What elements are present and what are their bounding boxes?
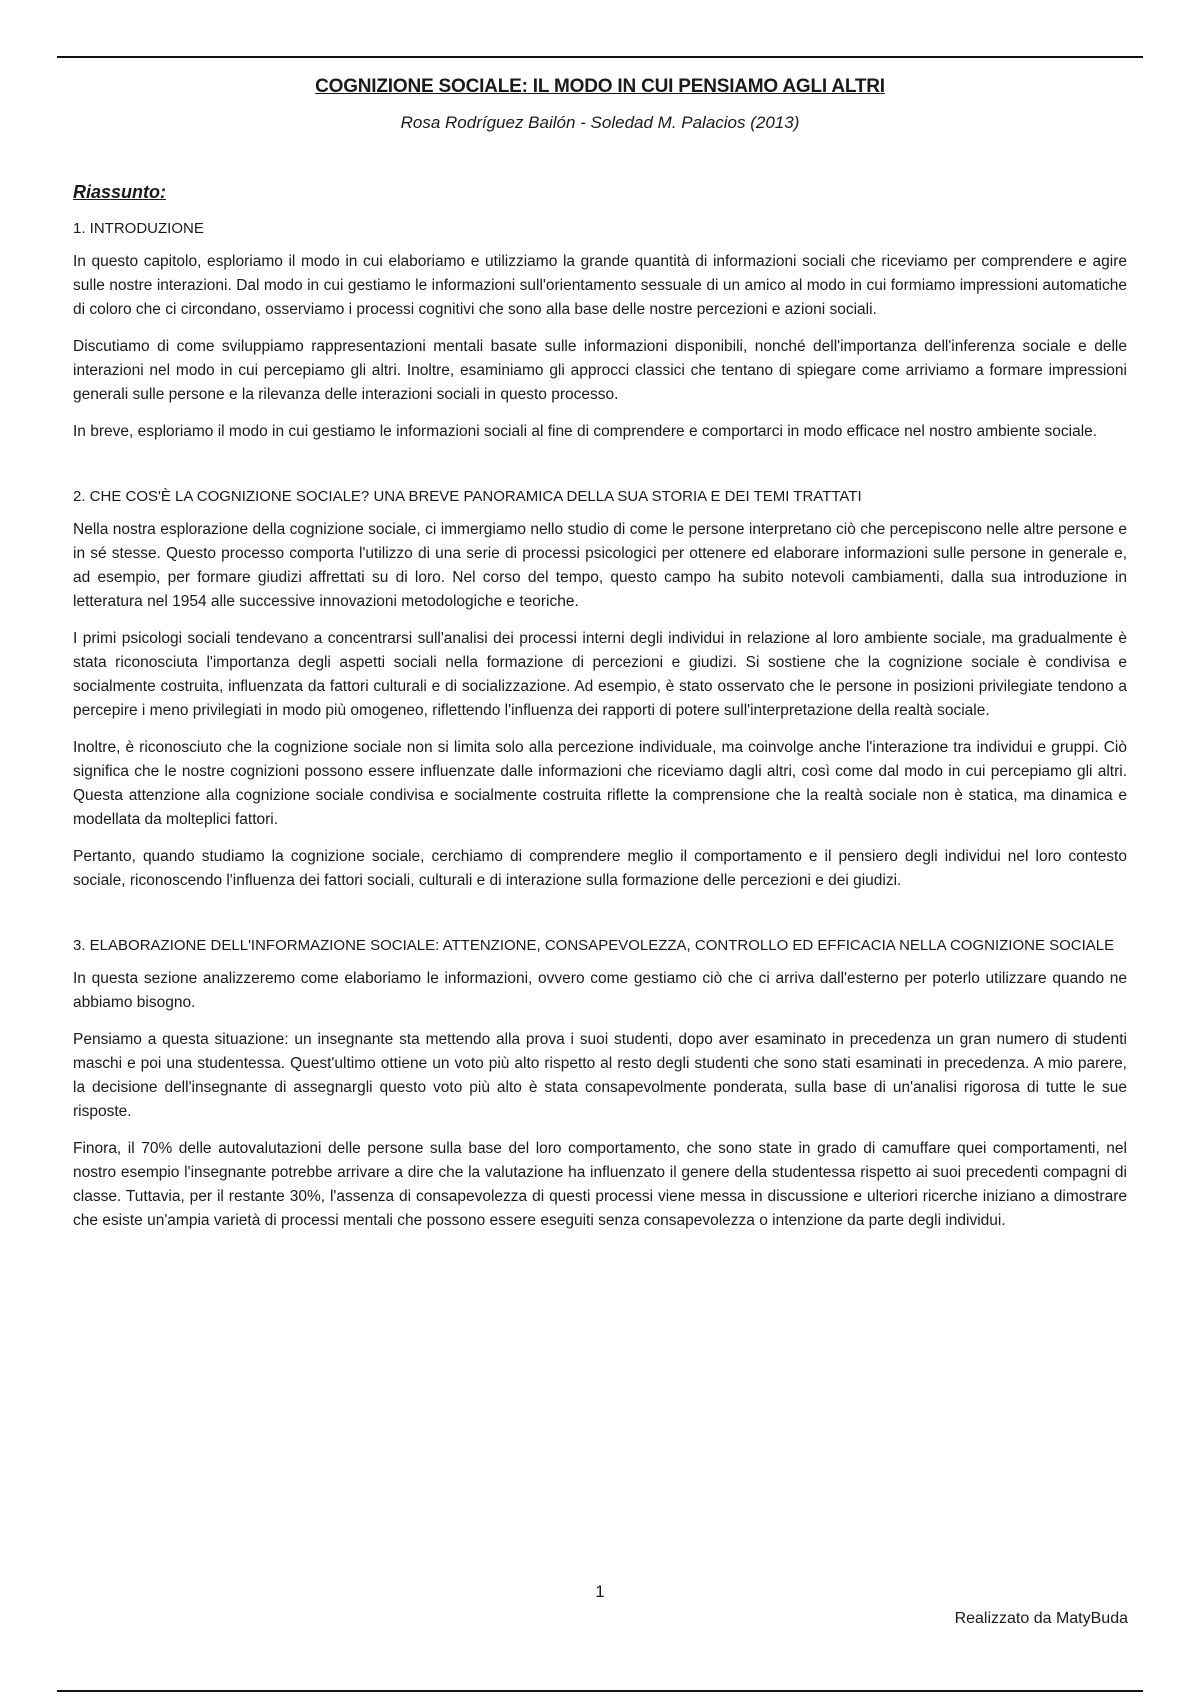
paragraph: Finora, il 70% delle autovalutazioni delle persone sulla base del loro comportamento, che sono state in grado di camuffare quei comportamenti, nel nostro esempio l'insegnante potrebbe arrivare a dire che la valutazione ha influenzato il genere della studentessa rispetto ai suoi precedenti compagni di classe. Tuttavia, per il restante 30%, l'assenza di consapevolezza di questi processi viene messa in discussione e ulteriori ricerche iniziano a dimostrare che esiste un'ampia varietà di processi mentali che possono essere eseguiti senza consapevolezza o intenzione da parte degli individui. [73, 1140, 1127, 1229]
section-heading: 2. CHE COS'È LA COGNIZIONE SOCIALE? UNA BREVE PANORAMICA DELLA SUA STORIA E DEI TEMI TRATTATI [73, 488, 862, 505]
section-cognizione-sociale [73, 488, 1127, 893]
footer-credit: Realizzato da MatyBuda [954, 1610, 1128, 1627]
section-heading: 1. INTRODUZIONE [73, 220, 204, 237]
document-title: COGNIZIONE SOCIALE: IL MODO IN CUI PENSIAMO AGLI ALTRI [315, 76, 885, 97]
paragraph: Inoltre, è riconosciuto che la cognizione sociale non si limita solo alla percezione individuale, ma coinvolge anche l'interazione tra individui e gruppi. Ciò significa che le nostre cognizioni possono essere influenzate dalle informazioni che riceviamo dagli altri, così come dal modo in cui percepiamo gli altri. Questa attenzione alla cognizione sociale condivisa e socialmente costruita riflette la comprensione che la realtà sociale non è statica, ma dinamica e modellata da molteplici fattori. [73, 739, 1127, 828]
bottom-rule [57, 1690, 1143, 1692]
section-elaborazione [73, 937, 1127, 1233]
paragraph: In questa sezione analizzeremo come elaboriamo le informazioni, ovvero come gestiamo ciò che ci arriva dall'esterno per poterlo utilizzare quando ne abbiamo bisogno. [73, 970, 1127, 1011]
paragraph: Pensiamo a questa situazione: un insegnante sta mettendo alla prova i suoi studenti, dopo aver esaminato in precedenza un gran numero di studenti maschi e poi una studentessa. Quest'ultimo ottiene un voto più alto rispetto al resto degli studenti che sono stati esaminati in precedenza. A mio parere, la decisione dell'insegnante di assegnargli questo voto più alto è stata consapevolmente ponderata, sulla base di un'analisi rigorosa di tutte le sue risposte. [73, 1031, 1127, 1120]
paragraph: In breve, esploriamo il modo in cui gestiamo le informazioni sociali al fine di comprendere e comportarci in modo efficace nel nostro ambiente sociale. [73, 423, 1098, 440]
paragraph: I primi psicologi sociali tendevano a concentrarsi sull'analisi dei processi interni degli individui in relazione al loro ambiente sociale, ma gradualmente è stata riconosciuta l'importanza degli aspetti sociali nella formazione di percezioni e giudizi. Si sostiene che la cognizione sociale è condivisa e socialmente costruita, influenzata da fattori culturali e di socializzazione. Ad esempio, è stato osservato che le persone in posizioni privilegiate tendono a percepire i meno privilegiati in modo più omogeneo, riflettendo l'influenza dei rapporti di potere sull'interpretazione della realtà sociale. [73, 630, 1127, 719]
paragraph: Nella nostra esplorazione della cognizione sociale, ci immergiamo nello studio di come le persone interpretano ciò che percepiscono nelle altre persone e in sé stesse. Questo processo comporta l'utilizzo di una serie di processi psicologici per ottenere ed elaborare informazioni sulle persone in generale e, ad esempio, per formare giudizi affrettati su di loro. Nel corso del tempo, questo campo ha subito notevoli cambiamenti, dalla sua introduzione in letteratura nel 1954 alle successive innovazioni metodologiche e teoriche. [73, 521, 1127, 610]
document-page [73, 60, 1127, 1233]
summary-label: Riassunto: [73, 182, 167, 202]
paragraph: Discutiamo di come sviluppiamo rappresentazioni mentali basate sulle informazioni disponibili, nonché dell'importanza dell'inferenza sociale e delle interazioni nel modo in cui percepiamo gli altri. Inoltre, esaminiamo gli approcci classici che tentano di spiegare come arriviamo a formare impressioni generali sulle persone e la rilevanza delle interazioni sociali in questo processo. [73, 338, 1127, 403]
document-authors: Rosa Rodríguez Bailón - Soledad M. Palacios (2013) [400, 113, 800, 132]
section-introduzione [73, 220, 1127, 444]
paragraph: Pertanto, quando studiamo la cognizione sociale, cerchiamo di comprendere meglio il comportamento e il pensiero degli individui nel loro contesto sociale, riconoscendo l'influenza dei fattori sociali, culturali e di interazione sulla formazione delle percezioni e dei giudizi. [73, 848, 1127, 889]
page-number: 1 [595, 1582, 605, 1601]
paragraph: In questo capitolo, esploriamo il modo in cui elaboriamo e utilizziamo la grande quantità di informazioni sociali che riceviamo per comprendere e agire sulle nostre interazioni. Dal modo in cui gestiamo le informazioni sull'orientamento sessuale di un amico al modo in cui formiamo impressioni automatiche di coloro che ci circondano, osserviamo i processi cognitivi che sono alla base delle nostre percezioni e azioni sociali. [73, 253, 1127, 318]
top-rule [57, 56, 1143, 58]
section-heading: 3. ELABORAZIONE DELL'INFORMAZIONE SOCIALE: ATTENZIONE, CONSAPEVOLEZZA, CONTROLLO ED EFFICACIA NELLA COGNIZIONE SOCIALE [73, 937, 1115, 954]
